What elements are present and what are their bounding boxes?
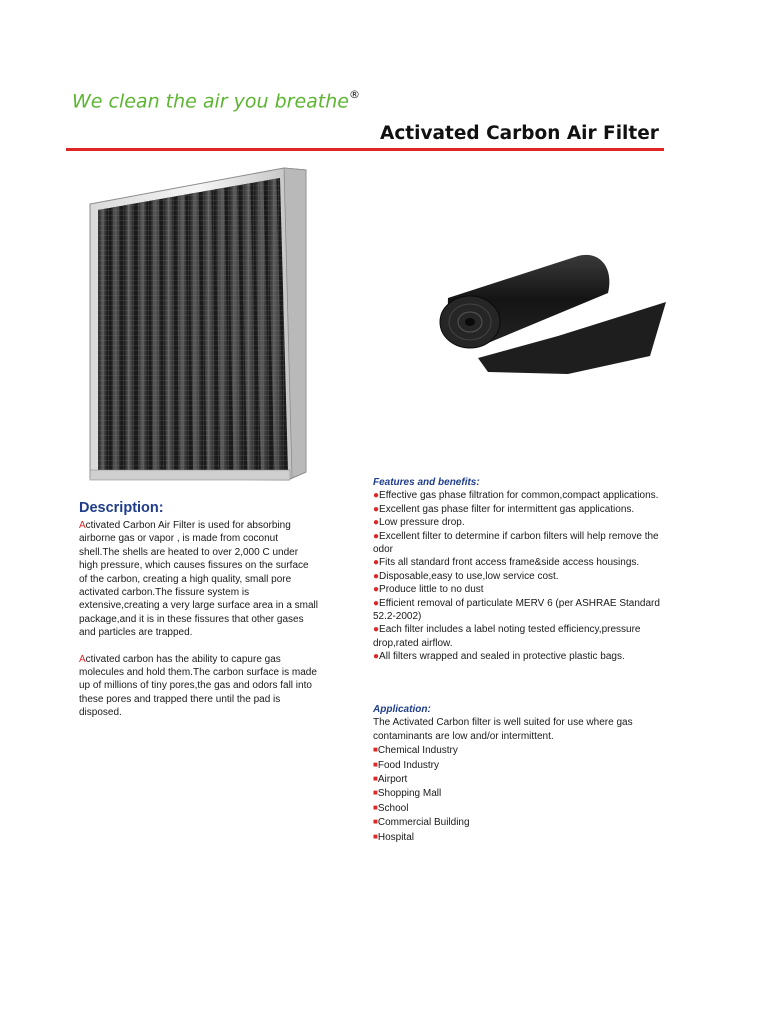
- bullet-icon: ●: [373, 584, 380, 596]
- list-item: ●Low pressure drop.: [373, 517, 465, 529]
- list-item: ■Shopping Mall: [373, 788, 442, 800]
- bullet-icon: ●: [373, 597, 380, 609]
- carbon-roll-image: [418, 238, 668, 378]
- drop-initial: A: [79, 653, 86, 665]
- list-item: ●All filters wrapped and sealed in protective plastic bags.: [373, 651, 625, 663]
- header-divider: [66, 148, 664, 151]
- bullet-icon: ●: [373, 624, 380, 636]
- tagline: [72, 90, 360, 112]
- square-bullet-icon: ■: [373, 759, 378, 769]
- application-list: [373, 743, 673, 844]
- list-item: ●Excellent filter to determine if carbon filters will help remove the odor: [373, 530, 659, 556]
- list-item: ●Produce little to no dust: [373, 584, 484, 596]
- bullet-icon: ●: [373, 530, 380, 542]
- bullet-icon: ●: [373, 517, 380, 529]
- description-heading: Description:: [79, 500, 164, 516]
- bullet-icon: ●: [373, 570, 380, 582]
- description-paragraph-1: [79, 519, 319, 640]
- square-bullet-icon: ■: [373, 802, 378, 812]
- features-section: [373, 476, 673, 664]
- bullet-icon: ●: [373, 651, 380, 663]
- drop-initial: A: [79, 520, 86, 531]
- description-section: [79, 500, 319, 720]
- panel-filter-image: [88, 160, 310, 490]
- paragraph-text: ctivated carbon has the ability to capure gas molecules and hold them.The carbon surface is made up of millions of tiny pores,the gas and odors fall into these pores and trapped there until the pad is disposed.: [79, 653, 317, 719]
- list-item: ■Food Industry: [373, 759, 439, 771]
- list-item: ●Each filter includes a label noting tested efficiency,pressure drop,rated airflow.: [373, 624, 641, 649]
- features-list: [373, 489, 673, 663]
- list-item: ●Effective gas phase filtration for common,compact applications.: [373, 490, 659, 502]
- application-intro: The Activated Carbon filter is well suited for use where gas contaminants are low and/or intermittent.: [373, 717, 633, 742]
- list-item: ●Fits all standard front access frame&side access housings.: [373, 557, 640, 569]
- square-bullet-icon: ■: [373, 817, 378, 827]
- description-paragraph-2: [79, 653, 319, 720]
- square-bullet-icon: ■: [373, 774, 378, 784]
- bullet-icon: ●: [373, 490, 380, 502]
- list-item: ■Hospital: [373, 831, 414, 843]
- registered-mark: ®: [348, 88, 360, 101]
- square-bullet-icon: ■: [373, 788, 378, 798]
- page-title: Activated Carbon Air Filter: [380, 123, 659, 144]
- features-heading: Features and benefits:: [373, 477, 480, 488]
- square-bullet-icon: ■: [373, 745, 378, 755]
- application-heading: Application:: [373, 704, 431, 715]
- list-item: ■Airport: [373, 774, 408, 786]
- list-item: ■Chemical Industry: [373, 745, 458, 757]
- paragraph-text: ctivated Carbon Air Filter is used for absorbing airborne gas or vapor , is made from coconut shell.The shells are heated to over 2,000 C under high pressure, which causes fissures on the surface of the carbon, creating a high quality, small pore activated carbon.The fissure system is extensive,creating a very large surface area in a small package,and it is in these fissures that other gases and particles are trapped.: [79, 520, 319, 639]
- list-item: ■Commercial Building: [373, 817, 470, 829]
- bullet-icon: ●: [373, 557, 380, 569]
- square-bullet-icon: ■: [373, 831, 378, 841]
- list-item: ■School: [373, 802, 409, 814]
- tagline-text: We clean the air you breathe: [72, 90, 349, 113]
- application-section: [373, 703, 673, 844]
- list-item: ●Excellent gas phase filter for intermittent gas applications.: [373, 503, 635, 515]
- list-item: ●Efficient removal of particulate MERV 6 (per ASHRAE Standard 52.2-2002): [373, 597, 660, 623]
- bullet-icon: ●: [373, 503, 380, 515]
- list-item: ●Disposable,easy to use,low service cost.: [373, 570, 559, 582]
